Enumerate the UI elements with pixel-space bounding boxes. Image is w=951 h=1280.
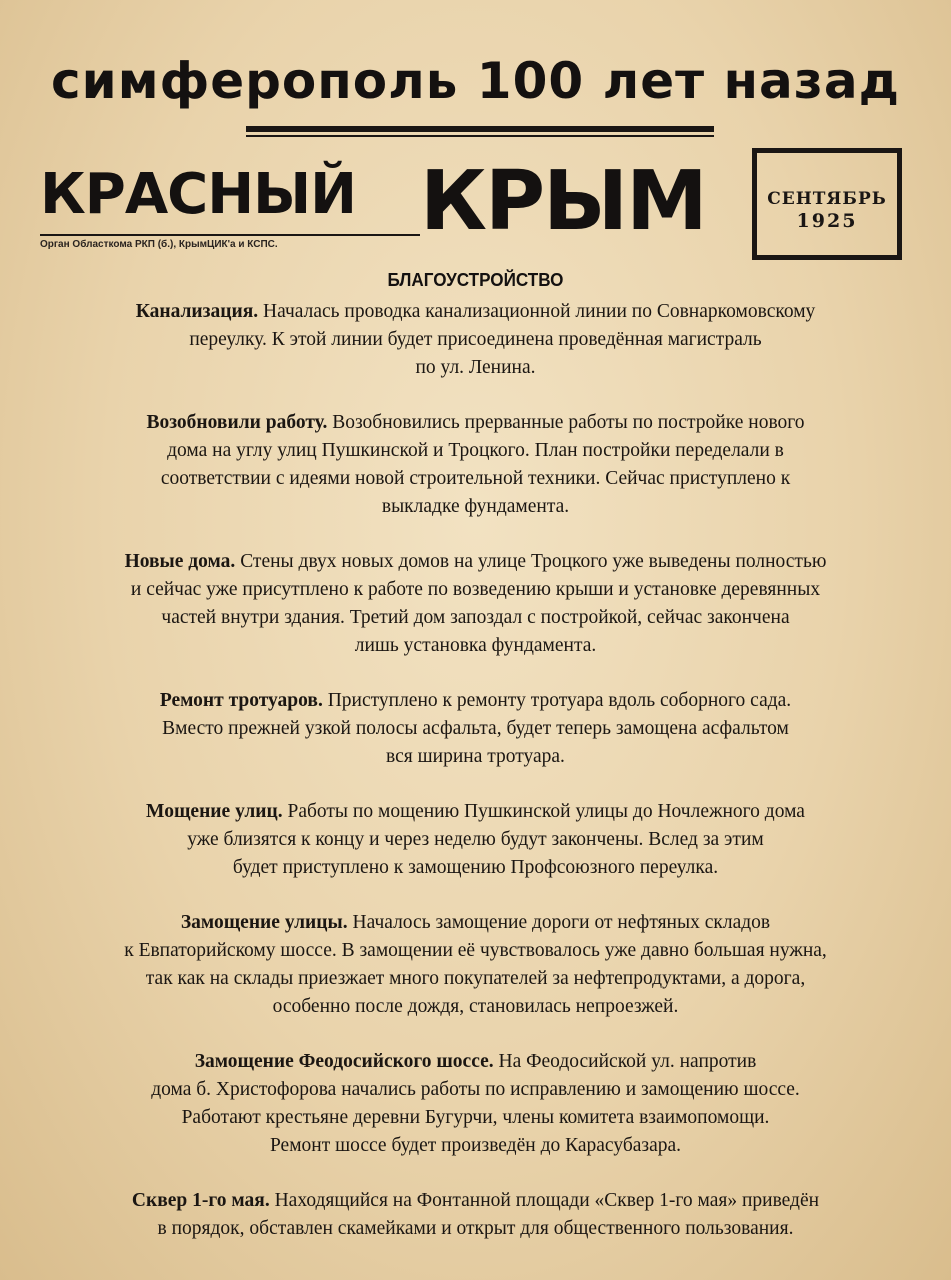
article-line-1: Мощение улиц. Работы по мощению Пушкинской улицы до Ночлежного дома: [146, 801, 805, 822]
article-title: Канализация.: [135, 301, 259, 322]
article-line: дома б. Христофорова начались работы по исправлению и замощению шоссе.: [151, 1079, 800, 1100]
article-line: особенно после дождя, становилась непроезжей.: [272, 996, 679, 1017]
article-line: Вместо прежней узкой полосы асфальта, будет теперь замощена асфальтом: [162, 718, 789, 739]
article-line: в порядок, обставлен скамейками и открыт для общественного пользования.: [157, 1218, 794, 1239]
page-headline: симферополь 100 лет назад: [51, 52, 900, 110]
masthead-subtitle: Орган Областкома РКП (б.), КрымЦИК'а и КСПС.: [40, 234, 420, 250]
article-line-1: Возобновили работу. Возобновились прерванные работы по постройке нового: [146, 412, 805, 433]
issue-year: 1925: [796, 210, 858, 232]
article-line: переулку. К этой линии будет присоединена проведённая магистраль: [189, 329, 762, 350]
article: [14, 687, 937, 771]
article-line: по ул. Ленина.: [415, 357, 536, 378]
issue-date-box: [752, 148, 902, 260]
article-title: Ремонт тротуаров.: [159, 690, 323, 711]
article-line-1: Замощение Феодосийского шоссе. На Феодосийской ул. напротив: [194, 1051, 757, 1072]
article-line: дома на углу улиц Пушкинской и Троцкого. План постройки переделали в: [167, 440, 784, 461]
article: [14, 409, 937, 521]
article-line: вся ширина тротуара.: [386, 746, 565, 767]
article-line-1: Новые дома. Стены двух новых домов на улице Троцкого уже выведены полностью: [124, 551, 827, 572]
article-title: Мощение улиц.: [146, 801, 283, 822]
article-title: Сквер 1-го мая.: [131, 1190, 270, 1211]
article-line: так как на склады приезжает много покупателей за нефтепродуктами, а дорога,: [145, 968, 806, 989]
article-line: Работают крестьяне деревни Бугурчи, члены комитета взаимопомощи.: [181, 1107, 770, 1128]
article-line: выкладке фундамента.: [381, 496, 570, 517]
section-title: БЛАГОУСТРОЙСТВО: [387, 270, 564, 290]
masthead-left: [40, 160, 420, 250]
headline-rule: [246, 126, 714, 132]
masthead-word-1: КРАСНЫЙ: [40, 162, 357, 227]
article-line: уже близятся к концу и через неделю будут закончены. Вслед за этим: [187, 829, 764, 850]
article: [14, 548, 937, 660]
article-line: к Евпаторийскому шоссе. В замощении её чувствовалось уже давно большая нужна,: [124, 940, 827, 961]
article-line: будет приступлено к замощению Профсоюзного переулка.: [232, 857, 719, 878]
article-title: Замощение улицы.: [180, 912, 348, 933]
article-line: и сейчас уже присутплено к работе по возведению крыши и установке деревянных: [130, 579, 821, 600]
article: [14, 298, 937, 382]
article-line-1: Замощение улицы. Началось замощение дороги от нефтяных складов: [180, 912, 771, 933]
article-line: лишь установка фундамента.: [354, 635, 597, 656]
article-line-1: Сквер 1-го мая. Находящийся на Фонтанной площади «Сквер 1-го мая» приведён: [131, 1190, 820, 1211]
masthead-word-2: КРЫМ: [420, 154, 706, 249]
article-title: Возобновили работу.: [146, 412, 328, 433]
article: [14, 909, 937, 1021]
articles-list: [0, 298, 951, 1270]
issue-month: СЕНТЯБРЬ: [767, 189, 887, 209]
article-title: Новые дома.: [124, 551, 236, 572]
article-line-1: Ремонт тротуаров. Приступлено к ремонту тротуара вдоль соборного сада.: [159, 690, 792, 711]
article: [14, 798, 937, 882]
headline-rule-thin: [246, 135, 714, 137]
article: [14, 1187, 937, 1243]
article-line: соответствии с идеями новой строительной техники. Сейчас приступлено к: [160, 468, 791, 489]
article-line: Ремонт шоссе будет произведён до Карасубазара.: [269, 1135, 682, 1156]
article: [14, 1048, 937, 1160]
article-line-1: Канализация. Началась проводка канализационной линии по Совнаркомовскому: [135, 301, 816, 322]
article-line: частей внутри здания. Третий дом запоздал с постройкой, сейчас закончена: [161, 607, 790, 628]
article-title: Замощение Феодосийского шоссе.: [194, 1051, 494, 1072]
